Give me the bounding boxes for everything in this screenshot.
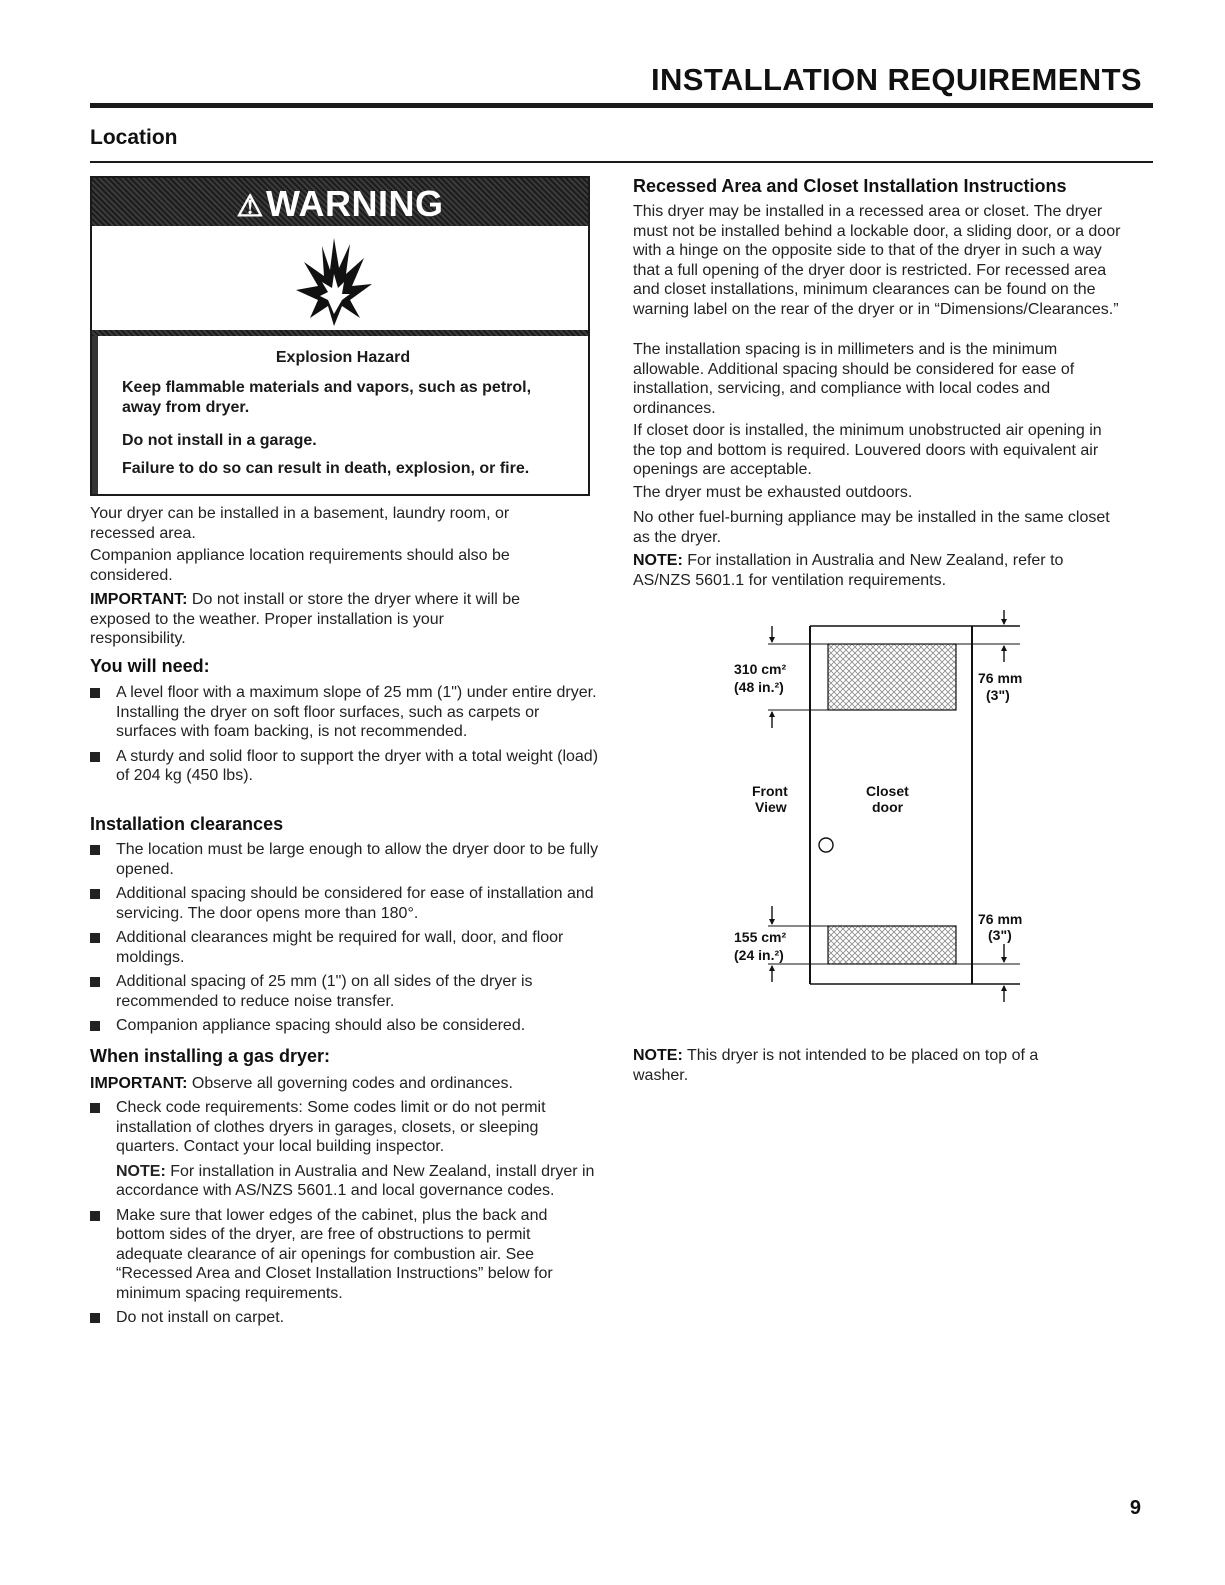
- warning-triangle-icon: ⚠: [236, 190, 264, 223]
- gas-dryer-heading: When installing a gas dryer:: [90, 1046, 331, 1066]
- gas-important-paragraph: [90, 1074, 590, 1094]
- top-gap-label: 76 mm: [978, 670, 1023, 686]
- list-item: Additional clearances might be required for wall, door, and floor moldings.: [90, 928, 600, 967]
- bullet-icon: [90, 752, 100, 762]
- front-view-label: Front: [752, 783, 788, 799]
- warning-body: [92, 336, 588, 494]
- front-view-label-2: View: [755, 799, 787, 815]
- top-area-inch-label: (48 in.²): [734, 679, 784, 695]
- list-item: Additional spacing should be considered for ease of installation and servicing. The door opens more than 180°.: [90, 884, 600, 923]
- list-item: A level floor with a maximum slope of 25 mm (1") under entire dryer. Installing the dryer on soft floor surfaces, such as carpets or surfaces with foam backing, is not recommended.: [90, 683, 600, 742]
- clearances-list: [90, 840, 600, 1041]
- recessed-heading: Recessed Area and Closet Installation Instructions: [633, 176, 1067, 196]
- companion-paragraph: Companion appliance location requirements should also be considered.: [90, 547, 510, 584]
- warning-box: [90, 176, 590, 496]
- warning-banner: [92, 178, 588, 226]
- bullet-icon: [90, 1021, 100, 1031]
- bullet-icon: [90, 933, 100, 943]
- bottom-gap-label: 76 mm: [978, 911, 1023, 927]
- bullet-icon: [90, 1313, 100, 1323]
- top-area-label: 310 cm²: [734, 661, 787, 677]
- bullet-icon: [90, 1211, 100, 1221]
- warning-line-garage: Do not install in a garage.: [122, 432, 317, 449]
- gas-list: [90, 1098, 600, 1333]
- warning-label: WARNING: [265, 183, 444, 224]
- clearances-heading: Installation clearances: [90, 814, 284, 834]
- important-text: Do not install or store the dryer where it will be exposed to the weather. Proper installation is your responsibility.: [90, 591, 521, 647]
- list-item: Companion appliance spacing should also be considered.: [90, 1016, 600, 1036]
- recessed-paragraph-5: No other fuel-burning appliance may be installed in the same closet as the dryer.: [633, 509, 1110, 546]
- bottom-area-inch-label: (24 in.²): [734, 947, 784, 963]
- list-item: Additional spacing of 25 mm (1") on all sides of the dryer is recommended to reduce noise transfer.: [90, 972, 600, 1011]
- recessed-note-1: NOTE: For installation in Australia and New Zealand, refer to AS/NZS 5601.1 for ventilation requirements.: [633, 552, 1064, 589]
- gas-important-text: Observe all governing codes and ordinances.: [187, 1075, 513, 1092]
- you-will-need-list: [90, 683, 600, 791]
- section-rule: [90, 161, 1153, 163]
- door-knob: [819, 838, 833, 852]
- list-item: Do not install on carpet.: [90, 1308, 600, 1328]
- page-title: INSTALLATION REQUIREMENTS: [650, 62, 1142, 97]
- closet-door-label: Closet: [866, 783, 909, 799]
- recessed-note-2: NOTE: This dryer is not intended to be placed on top of a washer.: [633, 1047, 1039, 1084]
- hazard-title: Explosion Hazard: [275, 349, 411, 366]
- bullet-icon: [90, 889, 100, 899]
- list-item: Make sure that lower edges of the cabinet, plus the back and bottom sides of the dryer, are free of obstructions to permit adequate clearance of air openings for combustion air. See “Recessed Area and Closet Installation Instructions” below for minimum spacing requirements.: [90, 1206, 600, 1304]
- bullet-icon: [90, 688, 100, 698]
- bullet-icon: [90, 1103, 100, 1113]
- header-rule: [90, 103, 1153, 108]
- recessed-paragraph-2: The installation spacing is in millimeters and is the minimum allowable. Additional spacing should be considered for ease of installation, servicing, and compliance with local codes and ordinances.: [633, 341, 1075, 417]
- important-label: IMPORTANT:: [90, 591, 188, 608]
- list-item: A sturdy and solid floor to support the dryer with a total weight (load) of 204 kg (450 lbs).: [90, 747, 600, 786]
- warning-line-failure: Failure to do so can result in death, explosion, or fire.: [122, 460, 530, 477]
- warning-line-flammable: Keep flammable materials and vapors, such as petrol, away from dryer.: [122, 379, 532, 416]
- section-heading: Location: [90, 126, 178, 149]
- page-number: 9: [1129, 1497, 1141, 1519]
- bottom-area-label: 155 cm²: [734, 929, 787, 945]
- gas-important-label: IMPORTANT:: [90, 1075, 188, 1092]
- bullet-icon: [90, 977, 100, 987]
- recessed-paragraph-3: If closet door is installed, the minimum unobstructed air opening in the top and bottom is required. Louvered doors with equivalent air openings are acceptable.: [633, 422, 1102, 478]
- list-item: Check code requirements: Some codes limit or do not permit installation of clothes dryers in garages, closets, or sleeping quarters. Contact your local building inspector. NOTE: For installation in Australia and New Zealand, install dryer in accordance with AS/NZS 5601.1 and local governance codes.: [90, 1098, 600, 1201]
- list-item: The location must be large enough to allow the dryer door to be fully opened.: [90, 840, 600, 879]
- bullet-icon: [90, 845, 100, 855]
- closet-door-diagram: [720, 608, 1050, 1008]
- bottom-gap-inch-label: (3"): [988, 927, 1012, 943]
- bottom-vent: [828, 926, 956, 964]
- top-gap-inch-label: (3"): [986, 687, 1010, 703]
- gas-note: NOTE: For installation in Australia and New Zealand, install dryer in accordance with AS/NZS 5601.1 and local governance codes.: [116, 1162, 595, 1199]
- important-paragraph: [90, 590, 540, 649]
- you-will-need-heading: You will need:: [90, 656, 210, 676]
- closet-door-label-2: door: [872, 799, 904, 815]
- intro-paragraph: Your dryer can be installed in a basement, laundry room, or recessed area.: [90, 505, 510, 542]
- recessed-paragraph-4: The dryer must be exhausted outdoors.: [633, 484, 913, 501]
- recessed-paragraph-1: This dryer may be installed in a recessed area or closet. The dryer must not be installed behind a lockable door, a sliding door, or a door with a hinge on the opposite side to that of the dryer in such a way that a full opening of the dryer door is restricted. For recessed area and closet installations, minimum clearances can be found on the warning label on the rear of the dryer or in “Dimensions/Clearances.”: [633, 203, 1121, 318]
- top-vent: [828, 644, 956, 710]
- explosion-icon: [292, 234, 376, 330]
